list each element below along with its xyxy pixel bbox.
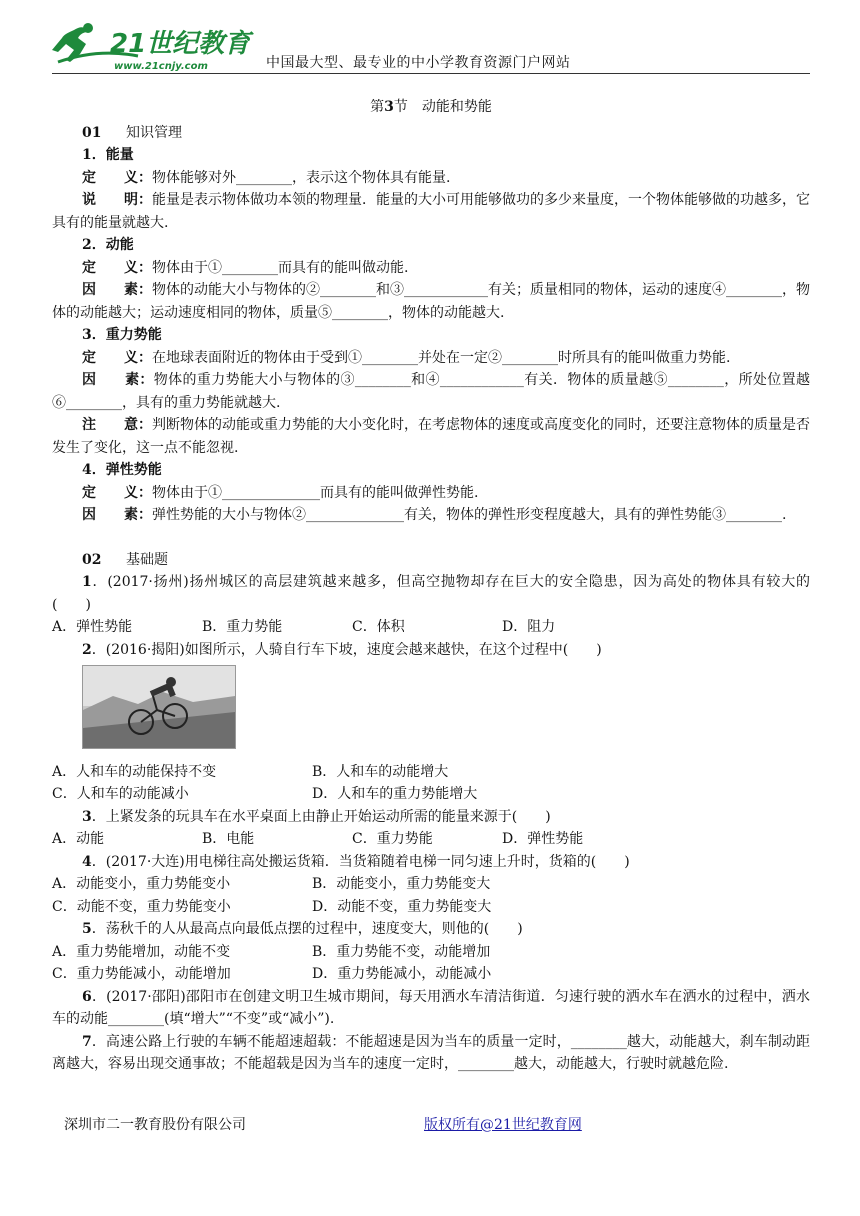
question-4-options-row-1 (52, 873, 810, 896)
slogan: 中国最大型、最专业的中小学教育资源门户网站 (266, 55, 571, 71)
option: B．重力势能不变，动能增加 (312, 943, 491, 960)
question-3: 3．上紧发条的玩具车在水平桌面上由静止开始运动所需的能量来源于( ) (82, 808, 551, 825)
heading-gravitational-potential: 3．重力势能 (82, 327, 162, 343)
question-4-options-row-2 (52, 896, 810, 919)
gravitational-note: 注 意：判断物体的动能或重力势能的大小变化时，在考虑物体的速度或高度变化的同时，还要注意物体的质量是否发生了变化，这一点不能忽视. (52, 417, 810, 456)
option: A．弹性势能 (52, 619, 133, 635)
question-1-options (52, 616, 810, 639)
question-1: 1．(2017·扬州)扬州城区的高层建筑越来越多，但高空抛物却存在巨大的安全隐患，因为高处的物体具有较大的( ) (52, 574, 810, 613)
question-5: 5．荡秋千的人从最高点向最低点摆的过程中，速度变大，则他的( ) (82, 921, 523, 937)
section-heading-knowledge: 01 知识管理 (82, 124, 182, 141)
kinetic-factors: 因 素：物体的动能大小与物体的②________和③____________有关；质量相同的物体，运动的速度④________，物体的动能越大；运动速度相同的物体，质量⑤________，物体的动能越大. (52, 282, 810, 321)
option: A．动能变小，重力势能变小 (52, 876, 231, 892)
heading-elastic-potential: 4．弹性势能 (82, 462, 162, 478)
page-footer (64, 1114, 764, 1134)
section-heading-basic: 02 基础题 (82, 551, 168, 568)
elastic-factors: 因 素：弹性势能的大小与物体②______________有关，物体的弹性形变程度越大，具有的弹性势能③________. (82, 507, 787, 523)
question-6: 6．(2017·邵阳)邵阳市在创建文明卫生城市期间，每天用洒水车清洁街道．匀速行驶的洒水车在洒水的过程中，洒水车的动能________(填“增大”“不变”或“减小”). (52, 988, 810, 1027)
option: B．动能变小，重力势能变大 (312, 876, 491, 892)
question-5-options-row-1 (52, 941, 810, 964)
gravitational-definition: 定 义：在地球表面附近的物体由于受到①________并处在一定②________时所具有的能叫做重力势能. (82, 349, 731, 366)
svg-text:www.21cnjy.com: www.21cnjy.com (114, 61, 208, 72)
page-header (52, 22, 810, 74)
option: C．人和车的动能减小 (52, 786, 189, 802)
option: A．重力势能增加，动能不变 (52, 943, 231, 960)
question-2: 2．(2016·揭阳)如图所示，人骑自行车下坡，速度会越来越快，在这个过程中( ) (82, 641, 602, 658)
energy-explanation: 说 明：能量是表示物体做功本领的物理量．能量的大小可用能够做功的多少来量度，一个物体能够做的功越多，它具有的能量就越大. (52, 192, 810, 231)
option: B．人和车的动能增大 (312, 763, 449, 780)
question-2-options-row-2 (52, 783, 810, 806)
kinetic-definition: 定 义：物体由于①________而具有的能叫做动能. (82, 259, 409, 276)
option: D．阻力 (502, 619, 556, 635)
question-7: 7．高速公路上行驶的车辆不能超速超载：不能超速是因为当车的质量一定时，________越大，动能越大，刹车制动距离越大，容易出现交通事故；不能超载是因为当车的速度一定时，________越大，动能越大，行驶时就越危险. (52, 1033, 810, 1072)
option: D．人和车的重力势能增大 (312, 786, 478, 802)
header-rule (52, 73, 810, 74)
elastic-definition: 定 义：物体由于①______________而具有的能叫做弹性势能. (82, 484, 479, 501)
svg-text:21世纪教育: 21世纪教育 (110, 29, 251, 59)
option: D．重力势能减小，动能减小 (312, 966, 492, 982)
question-2-options-row-1 (52, 761, 810, 784)
question-3-options (52, 828, 810, 851)
question-4: 4．(2017·大连)用电梯往高处搬运货箱．当货箱随着电梯一同匀速上升时，货箱的( ) (82, 853, 630, 870)
option: D．弹性势能 (502, 831, 584, 847)
option: B．电能 (202, 831, 255, 847)
option: C．重力势能 (352, 831, 433, 847)
option: D．动能不变，重力势能变大 (312, 898, 492, 915)
option: A．人和车的动能保持不变 (52, 763, 217, 780)
option: C．重力势能减小，动能增加 (52, 966, 231, 982)
option: C．动能不变，重力势能变小 (52, 898, 231, 915)
gravitational-factors: 因 素：物体的重力势能大小与物体的③________和④____________有关．物体的质量越⑤________，所处位置越⑥________，具有的重力势能就越大. (52, 372, 811, 411)
logo (52, 22, 262, 72)
heading-energy: 1．能量 (82, 147, 134, 163)
option: C．体积 (352, 619, 405, 635)
page-title: 第3节 动能和势能 (370, 99, 492, 115)
question-5-options-row-2 (52, 963, 810, 986)
option: A．动能 (52, 831, 105, 847)
option: B．重力势能 (202, 619, 283, 635)
copyright-link[interactable]: 版权所有@21世纪教育网 (424, 1117, 582, 1133)
worksheet (52, 96, 810, 1076)
energy-definition: 定 义：物体能够对外________，表示这个物体具有能量. (82, 169, 451, 186)
company-name: 深圳市二一教育股份有限公司 (64, 1117, 246, 1133)
cyclist-downhill-photo (82, 665, 236, 749)
heading-kinetic-energy: 2．动能 (82, 237, 134, 253)
